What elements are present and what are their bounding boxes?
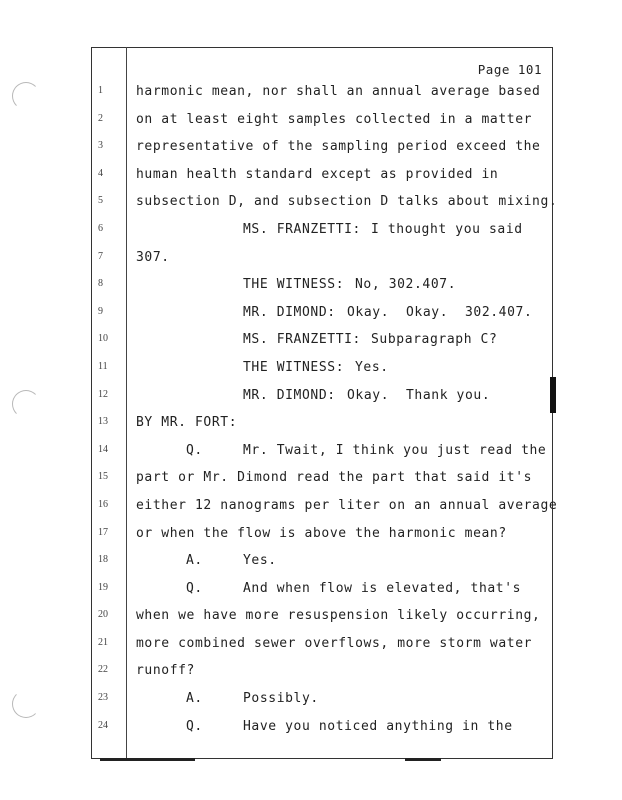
speaker-label: MR. DIMOND:: [243, 305, 336, 320]
speaker-label: THE WITNESS:: [243, 277, 345, 292]
line-number: 11: [98, 361, 108, 372]
binder-hole-bottom: [12, 690, 40, 718]
line-number: 15: [98, 471, 108, 482]
line-text: either 12 nanograms per liter on an annual average: [136, 498, 558, 513]
speaker-label: MS. FRANZETTI:: [243, 222, 361, 237]
line-text: runoff?: [136, 663, 195, 678]
line-text: Okay. Okay. 302.407.: [347, 305, 533, 320]
bottom-bar-right: [405, 758, 441, 761]
line-text: Possibly.: [243, 691, 319, 706]
line-text: I thought you said: [371, 222, 523, 237]
line-number: 1: [98, 85, 103, 96]
line-text: when we have more resuspension likely occurring,: [136, 608, 541, 623]
line-number: 14: [98, 444, 108, 455]
line-number: 18: [98, 554, 108, 565]
line-number: 20: [98, 609, 108, 620]
speaker-label: MR. DIMOND:: [243, 388, 336, 403]
line-text: 307.: [136, 250, 170, 265]
line-number: 22: [98, 664, 108, 675]
bottom-bar-left: [100, 758, 195, 761]
line-number: 12: [98, 389, 108, 400]
line-number: 7: [98, 251, 103, 262]
line-text: part or Mr. Dimond read the part that said it's: [136, 470, 533, 485]
line-number: 8: [98, 278, 103, 289]
line-text: representative of the sampling period exceed the: [136, 139, 541, 154]
line-number: 13: [98, 416, 108, 427]
line-number: 3: [98, 140, 103, 151]
margin-tab-mark: [550, 377, 556, 413]
qa-marker: A.: [186, 691, 203, 706]
line-number: 24: [98, 720, 108, 731]
speaker-label: THE WITNESS:: [243, 360, 345, 375]
line-number: 19: [98, 582, 108, 593]
line-number: 17: [98, 527, 108, 538]
line-number: 10: [98, 333, 108, 344]
line-number: 5: [98, 195, 103, 206]
line-text: human health standard except as provided in: [136, 167, 499, 182]
line-number-rule: [126, 47, 127, 759]
line-number: 4: [98, 168, 103, 179]
line-text: Mr. Twait, I think you just read the: [243, 443, 547, 458]
line-text: Yes.: [243, 553, 277, 568]
line-text: harmonic mean, nor shall an annual average based: [136, 84, 541, 99]
speaker-label: MS. FRANZETTI:: [243, 332, 361, 347]
line-text: or when the flow is above the harmonic mean?: [136, 526, 507, 541]
line-text: on at least eight samples collected in a matter: [136, 112, 533, 127]
line-number: 9: [98, 306, 103, 317]
line-number: 21: [98, 637, 108, 648]
line-text: Okay. Thank you.: [347, 388, 491, 403]
line-text: And when flow is elevated, that's: [243, 581, 522, 596]
binder-hole-middle: [12, 390, 40, 418]
line-text: more combined sewer overflows, more storm water: [136, 636, 533, 651]
qa-marker: Q.: [186, 581, 203, 596]
page-number: Page 101: [477, 62, 542, 77]
qa-marker: A.: [186, 553, 203, 568]
line-text: Yes.: [355, 360, 389, 375]
line-number: 6: [98, 223, 103, 234]
line-number: 23: [98, 692, 108, 703]
line-number: 2: [98, 113, 103, 124]
line-text: No, 302.407.: [355, 277, 457, 292]
line-text: Subparagraph C?: [371, 332, 498, 347]
qa-marker: Q.: [186, 719, 203, 734]
line-text: subsection D, and subsection D talks about mixing.: [136, 194, 558, 209]
examiner-heading: BY MR. FORT:: [136, 415, 238, 430]
line-text: Have you noticed anything in the: [243, 719, 513, 734]
qa-marker: Q.: [186, 443, 203, 458]
binder-hole-top: [12, 82, 40, 110]
line-number: 16: [98, 499, 108, 510]
